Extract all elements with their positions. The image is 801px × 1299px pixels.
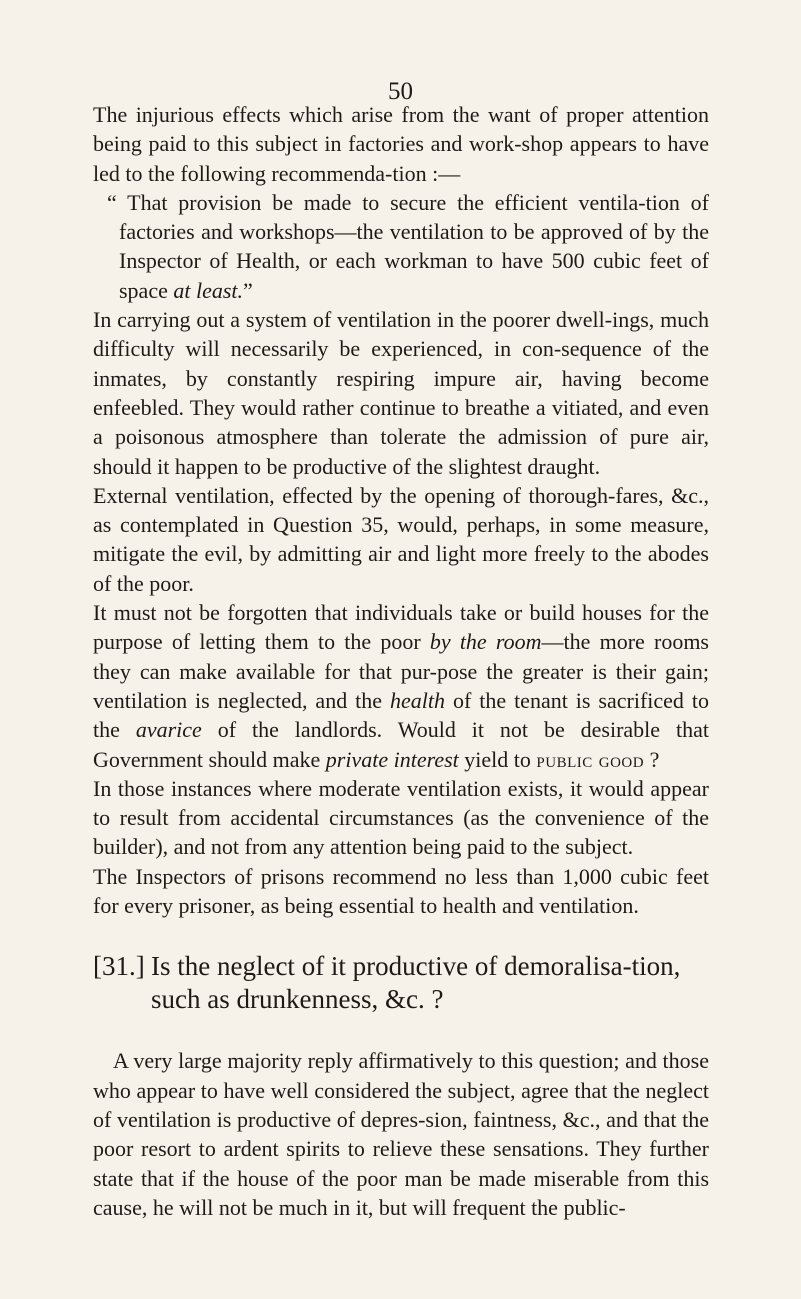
emphasis-private-interest: private interest (325, 746, 459, 772)
emphasis-by-the-room: by the room (429, 629, 542, 655)
text-run: of the tenant is sacrificed to the (93, 687, 709, 743)
paragraph-moderate-ventilation: In those instances where moderate ventilation exists, it would appear to result from accidental circumstances (as the convenience of the builder), and not from any attention being paid to the subject. (93, 775, 709, 860)
page-number: 50 (388, 78, 413, 105)
quote-emphasis: at least. (173, 277, 244, 303)
quote-close: ” (243, 277, 253, 303)
question-heading (93, 950, 709, 1016)
body-text (93, 100, 709, 1222)
text-run: yield to (458, 746, 537, 772)
text-run: —the more rooms they can make available for that pur-pose the greater is their gain; ventilation is neglected, and the (93, 629, 709, 713)
paragraph-landlords (93, 598, 709, 774)
paragraph-poorer-dwellings: In carrying out a system of ventilation in the poorer dwell-ings, much difficulty will necessarily be experienced, in con-sequence of the inmates, by constantly respiring impure air, having become enfeebled. They would rather continue to breathe a vitiated, and even a poisonous atmosphere than tolerate the admission of pure air, should it happen to be productive of the slightest draught. (93, 307, 709, 479)
question-number: [31.] (93, 951, 145, 982)
text-run: ? (644, 746, 660, 772)
paragraph-prison-inspectors: The Inspectors of prisons recommend no less than 1,000 cubic feet for every prisoner, as being essential to health and ventilation. (93, 863, 709, 919)
emphasis-health: health (389, 687, 445, 713)
text-run: It must not be forgotten that individuals take or build houses for the purpose of letting them to the poor (93, 600, 709, 655)
question-text: Is the neglect of it productive of demoralisa-tion, such as drunkenness, &c. ? (151, 951, 681, 1015)
paragraph-external-ventilation: External ventilation, effected by the opening of thorough-fares, &c., as contemplated in Question 35, would, perhaps, in some measure, mitigate the evil, by admitting air and light more freely to the abodes of the poor. (93, 482, 709, 596)
paragraph-quotation (93, 188, 709, 305)
emphasis-avarice: avarice (135, 717, 202, 743)
paragraph-intro: The injurious effects which arise from the want of proper attention being paid to this subject in factories and work-shop appears to have led to the following recommenda-tion :— (93, 102, 709, 186)
quote-text: “ That provision be made to secure the efficient ventila-tion of factories and workshops—the ventilation to be approved of by the Inspector of Health, or each workman to have 500 cubic feet of space (107, 189, 709, 303)
paragraph-answer: A very large majority reply affirmatively to this question; and those who appear to have well considered the subject, agree that the neglect of ventilation is productive of depres-sion, faintness, &c., and that the poor resort to ardent spirits to relieve these sensations. They further state that if the house of the poor man be made miserable from this cause, he will not be much in it, but will frequent the public- (93, 1048, 709, 1220)
smallcaps-public-good: public good (536, 746, 645, 772)
text-run: of the landlords. Would it not be desirable that Government should make (93, 717, 709, 772)
